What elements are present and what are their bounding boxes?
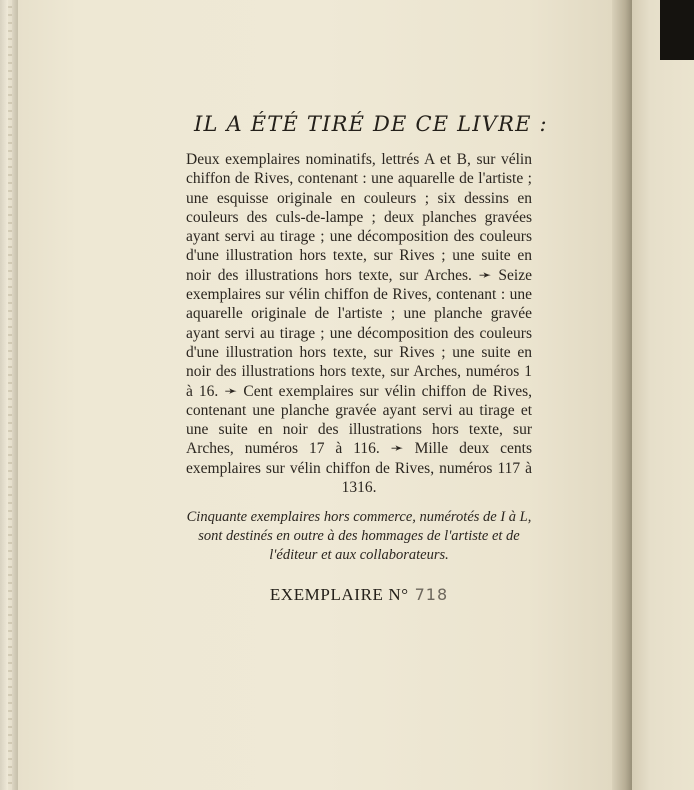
exemplaire-label: EXEMPLAIRE N° (269, 585, 409, 605)
colophon-text-block (186, 112, 548, 605)
page-stack-edge (8, 0, 12, 790)
exemplaire-line (186, 585, 532, 605)
background-corner (660, 0, 694, 60)
exemplaire-number: 718 (414, 585, 449, 605)
hors-commerce-note: Cinquante exemplaires hors commerce, numérotés de I à L, sont destinés en outre à des hommages de l'artiste et de l'éditeur et aux collaborateurs. (186, 509, 532, 564)
right-page-edge (632, 0, 694, 790)
colophon-title: IL A ÉTÉ TIRÉ DE CE LIVRE : (194, 112, 548, 136)
colophon-body: Deux exemplaires nominatifs, lettrés A et B, sur vélin chiffon de Rives, contenant : une aquarelle de l'artiste ; une esquisse originale en couleurs ; six dessins en couleurs des culs-de-lampe ; deux planches gravées ayant servi au tirage ; une décomposition des couleurs d'une illustration hors texte, sur Rives ; une suite en noir des illustrations hors texte, sur Arches. ➛ Seize exemplaires sur vélin chiffon de Rives, contenant : une aquarelle originale de l'artiste ; une planche gravée ayant servi au tirage ; une décomposition des couleurs d'une illustration hors texte, sur Rives ; une suite en noir des illustrations hors texte, sur Arches, numéros 1 à 16. ➛ Cent exemplaires sur vélin chiffon de Rives, contenant une planche gravée ayant servi au tirage et une suite en noir des illustrations hors texte, sur Arches, numéros 17 à 116. ➛ Mille deux cents exemplaires sur vélin chiffon de Rives, numéros 117 à 1316. (186, 151, 532, 497)
spine-shadow (612, 0, 634, 790)
